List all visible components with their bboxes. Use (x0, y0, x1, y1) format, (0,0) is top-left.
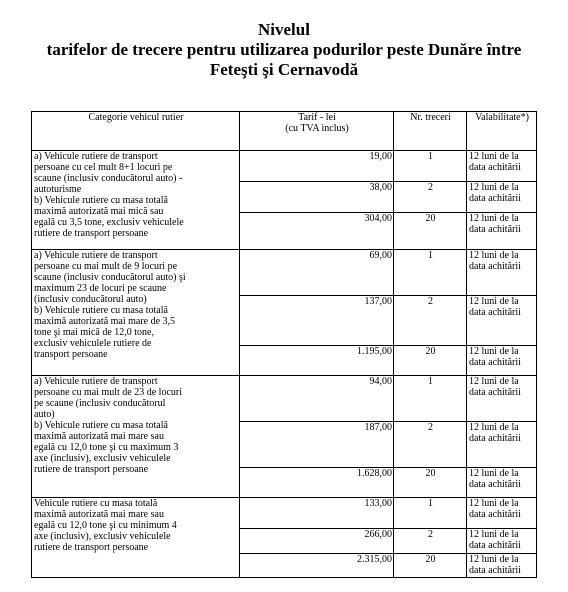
category-line: a) Vehicule rutiere de transport (34, 250, 158, 261)
category-line: maximum 23 de locuri pe scaune (34, 283, 167, 294)
nr-treceri-cell: 1 (394, 376, 467, 422)
nr-treceri-cell: 20 (394, 213, 467, 250)
nr-treceri-cell: 20 (394, 346, 467, 376)
category-line: a) Vehicule rutiere de transport (34, 151, 158, 162)
category-cell (32, 376, 240, 498)
table-header-row (32, 112, 537, 151)
nr-treceri-cell: 2 (394, 296, 467, 346)
valabilitate-cell: 12 luni de la data achitării (467, 498, 537, 529)
valabilitate-cell: 12 luni de la data achitării (467, 422, 537, 468)
nr-treceri-cell: 2 (394, 182, 467, 213)
category-line: axe (inclusiv), exclusiv vehiculele (34, 531, 171, 542)
nr-treceri-cell: 2 (394, 422, 467, 468)
valabilitate-cell: 12 luni de la data achitării (467, 296, 537, 346)
category-line: exclusiv vehiculele rutiere de (34, 338, 152, 349)
category-line: maximă autorizată mai mare sau (34, 431, 164, 442)
header-categorie: Categorie vehicul rutier (32, 112, 240, 151)
title-line-2: tarifelor de trecere pentru utilizarea podurilor peste Dunăre între (46, 40, 522, 59)
category-line: egală cu 12,0 tone şi cu minimum 4 (34, 520, 177, 531)
nr-treceri-cell: 2 (394, 529, 467, 554)
valabilitate-cell: 12 luni de la data achitării (467, 376, 537, 422)
tarif-cell: 1.195,00 (240, 346, 394, 376)
tarif-cell: 94,00 (240, 376, 394, 422)
tarif-cell: 1.628,00 (240, 468, 394, 498)
valabilitate-cell: 12 luni de la data achitării (467, 250, 537, 296)
valabilitate-cell: 12 luni de la data achitării (467, 182, 537, 213)
tarif-cell: 19,00 (240, 151, 394, 182)
tarif-cell: 137,00 (240, 296, 394, 346)
category-line: rutiere de transport persoane (34, 228, 149, 239)
table-row (32, 250, 537, 296)
tarif-cell: 304,00 (240, 213, 394, 250)
nr-treceri-cell: 20 (394, 554, 467, 578)
table-row (32, 151, 537, 182)
table-row (32, 498, 537, 529)
category-line: Vehicule rutiere cu masa totală (34, 498, 158, 509)
category-line: persoane cu cel mult 8+1 locuri pe (34, 162, 173, 173)
tarif-cell: 266,00 (240, 529, 394, 554)
valabilitate-cell: 12 luni de la data achitării (467, 554, 537, 578)
category-line: maximă autorizată mai mare sau (34, 509, 164, 520)
category-cell (32, 151, 240, 250)
category-line: (inclusiv conducătorul auto) (34, 294, 147, 305)
category-line: pe scaune (inclusiv conducătorul (34, 398, 166, 409)
category-line: b) Vehicule rutiere cu masa totală (34, 305, 168, 316)
category-line: rutiere de transport persoane (34, 464, 149, 475)
valabilitate-cell: 12 luni de la data achitării (467, 468, 537, 498)
nr-treceri-cell: 1 (394, 151, 467, 182)
category-line: scaune (inclusiv conducătorul auto) - (34, 173, 183, 184)
table-row (32, 376, 537, 422)
title-line-3: Feteşti şi Cernavodă (209, 60, 359, 79)
tarif-cell: 187,00 (240, 422, 394, 468)
tarif-cell: 2.315,00 (240, 554, 394, 578)
category-cell (32, 250, 240, 376)
category-line: maximă autorizată mai mare de 3,5 (34, 316, 176, 327)
header-tarif (240, 112, 394, 151)
header-tarif-line2: (cu TVA inclus) (285, 123, 349, 134)
category-line: persoane cu mai mult de 23 de locuri (34, 387, 183, 398)
nr-treceri-cell: 1 (394, 250, 467, 296)
nr-treceri-cell: 20 (394, 468, 467, 498)
category-line: b) Vehicule rutiere cu masa totală (34, 420, 168, 431)
table-body (32, 151, 537, 578)
category-line: scaune (inclusiv conducătorul auto) şi (34, 272, 186, 283)
category-line: rutiere de transport persoane (34, 542, 149, 553)
valabilitate-cell: 12 luni de la data achitării (467, 346, 537, 376)
valabilitate-cell: 12 luni de la data achitării (467, 213, 537, 250)
category-line: axe (inclusiv), exclusiv vehiculele (34, 453, 171, 464)
valabilitate-cell: 12 luni de la data achitării (467, 529, 537, 554)
title-line-1: Nivelul (258, 20, 310, 39)
category-line: maximă autorizată mai mică sau (34, 206, 164, 217)
nr-treceri-cell: 1 (394, 498, 467, 529)
category-line: auto) (34, 409, 55, 420)
category-line: persoane cu mai mult de 9 locuri pe (34, 261, 178, 272)
category-line: a) Vehicule rutiere de transport (34, 376, 158, 387)
category-line: egală cu 3,5 tone, exclusiv vehiculele (34, 217, 184, 228)
category-cell (32, 498, 240, 578)
category-line: autoturisme (34, 184, 82, 195)
category-line: transport persoane (34, 349, 108, 360)
category-line: b) Vehicule rutiere cu masa totală (34, 195, 168, 206)
valabilitate-cell: 12 luni de la data achitării (467, 151, 537, 182)
tariff-table (31, 111, 537, 578)
tarif-cell: 133,00 (240, 498, 394, 529)
header-nr-treceri: Nr. treceri (394, 112, 467, 151)
tarif-cell: 69,00 (240, 250, 394, 296)
category-line: egală cu 12,0 tone şi cu maximum 3 (34, 442, 179, 453)
header-valabilitate: Valabilitate*) (467, 112, 537, 151)
header-tarif-line1: Tarif - lei (298, 112, 336, 123)
category-line: tone şi mai mică de 12,0 tone, (34, 327, 154, 338)
tarif-cell: 38,00 (240, 182, 394, 213)
